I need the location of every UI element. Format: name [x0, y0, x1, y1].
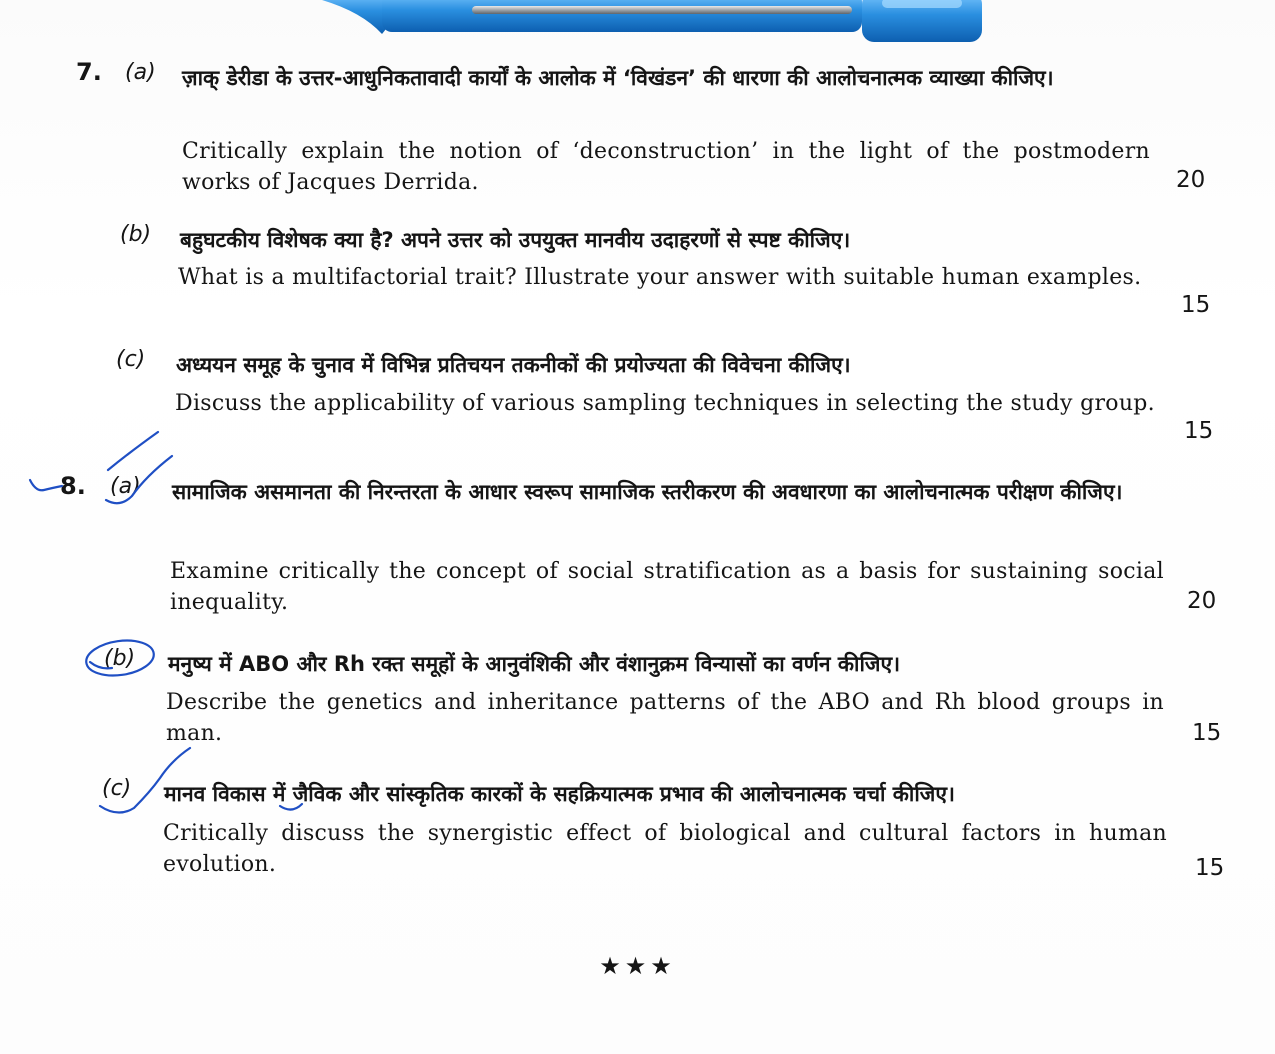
question-number: 7.: [76, 58, 102, 86]
question-text-english: Critically discuss the synergistic effect of biological and cultural factors in human evolution.: [163, 821, 1167, 877]
question-text-english: Discuss the applicability of various sampling techniques in selecting the study group.: [175, 391, 1155, 416]
marks: 20: [1187, 588, 1217, 614]
tick-mark: [30, 480, 62, 490]
question-text-hindi: मनुष्य में ABO और Rh रक्त समूहों के आनुवंशिकी और वंशानुक्रम विन्यासों का वर्णन कीजिए।: [168, 652, 901, 676]
question-text-hindi: बहुघटकीय विशेषक क्या है? अपने उत्तर को उपयुक्त मानवीय उदाहरणों से स्पष्ट कीजिए।: [180, 228, 851, 252]
part-label: (c): [116, 347, 146, 372]
question-text-english: What is a multifactorial trait? Illustrate your answer with suitable human examples.: [178, 265, 1142, 290]
question-text-hindi: ज़ाक् डेरीडा के उत्तर-आधुनिकतावादी कार्यों के आलोक में ‘विखंडन’ की धारणा की आलोचनात्मक व्याख्या कीजिए।: [182, 66, 1054, 90]
marks: 20: [1176, 167, 1206, 193]
question-text-hindi: सामाजिक असमानता की निरन्तरता के आधार स्वरूप सामाजिक स्तरीकरण की अवधारणा का आलोचनात्मक परीक्षण कीजिए।: [172, 480, 1123, 504]
marks: 15: [1181, 292, 1211, 318]
part-label: (a): [125, 60, 156, 85]
marks: 15: [1195, 855, 1225, 881]
question-text-english: Examine critically the concept of social stratification as a basis for sustaining social inequality.: [170, 559, 1164, 615]
tick-mark: [108, 432, 158, 470]
part-label: (a): [110, 474, 141, 499]
question-number: 8.: [60, 472, 86, 500]
question-text-english: Critically explain the notion of ‘deconstruction’ in the light of the postmodern works of Jacques Derrida.: [182, 139, 1150, 195]
part-label: (b): [120, 222, 152, 247]
part-label: (b): [104, 646, 136, 671]
part-label: (c): [102, 776, 132, 801]
question-text-hindi: मानव विकास में जैविक और सांस्कृतिक कारकों के सहक्रियात्मक प्रभाव की आलोचनात्मक चर्चा कीजिए।: [164, 782, 955, 806]
question-text-english: Describe the genetics and inheritance patterns of the ABO and Rh blood groups in man.: [166, 690, 1164, 746]
marks: 15: [1184, 418, 1214, 444]
end-stars: ★★★: [599, 952, 676, 980]
question-text-hindi: अध्ययन समूह के चुनाव में विभिन्न प्रतिचयन तकनीकों की प्रयोज्यता की विवेचना कीजिए।: [176, 353, 851, 377]
marks: 15: [1192, 720, 1222, 746]
pen-object: [322, 0, 988, 44]
